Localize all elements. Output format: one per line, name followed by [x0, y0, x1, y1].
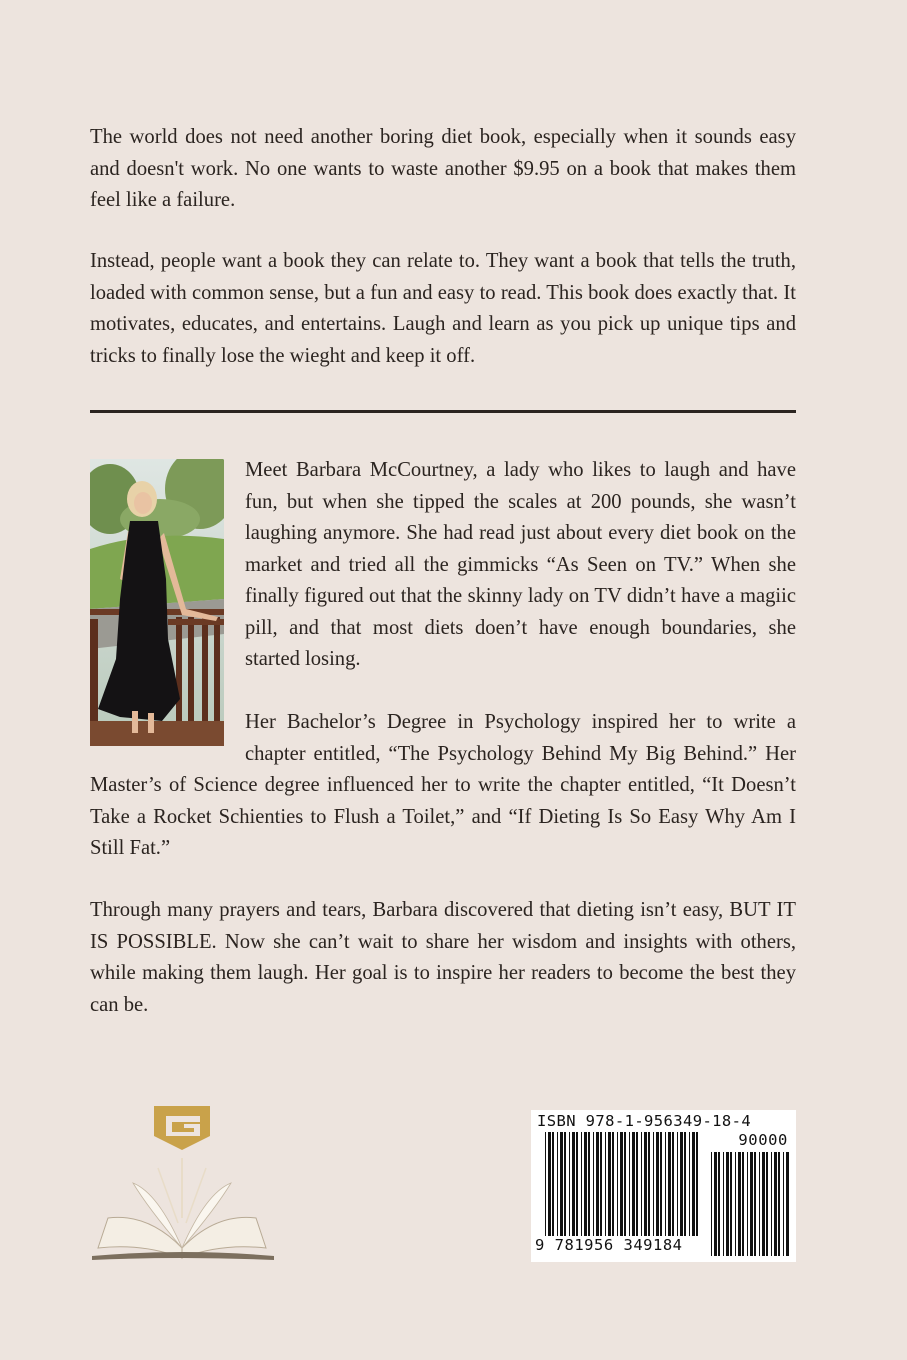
bio-paragraph-2: Her Bachelor’s Degree in Psychology inspired her to write a chapter entitled, “The Psychology Behind My Big Behind.” Her Master’s of Science degree influenced her to write the chapter entitled, “It Doesn’t Take a Rocket Schienties to Flush a Toilet,” and “If Dieting Is So Easy Why Am I Still Fat.” [90, 711, 796, 859]
intro-paragraph-2 [90, 246, 796, 372]
intro-paragraph-2-text: Instead, people want a book they can relate to. They want a book that tells the truth, loaded with common sense, but a fun and easy to read. This book does exactly that. It motivates, educates, and entertains. Laugh and learn as you pick up unique tips and tricks to finally lose the wieght and keep it off. [90, 250, 796, 367]
closing-paragraph [90, 895, 796, 1021]
intro-paragraph-1 [90, 122, 796, 217]
ean-digits: 9 781956 349184 [535, 1236, 683, 1254]
author-bio [90, 455, 796, 896]
section-divider [90, 410, 796, 413]
publisher-logo-icon [88, 1098, 278, 1268]
closing-paragraph-text: Through many prayers and tears, Barbara discovered that dieting isn’t easy, BUT IT IS POSSIBLE. Now she can’t wait to share her wisdom and insights with others, while making them laugh. Her goal is to inspire her readers to become the best they can be. [90, 899, 796, 1016]
isbn-barcode [531, 1110, 796, 1262]
intro-paragraph-1-text: The world does not need another boring diet book, especially when it sounds easy and doesn't work. No one wants to waste another $9.95 on a book that makes them feel like a failure. [90, 126, 796, 211]
isbn-label: ISBN 978-1-956349-18-4 [537, 1112, 752, 1130]
photo-text-wrap-spacer [90, 455, 245, 755]
bio-paragraph-1: Meet Barbara McCourtney, a lady who likes to laugh and have fun, but when she tipped the scales at 200 pounds, she wasn’t laughing anymore. She had read just about every diet book on the market and tried all the gimmicks “As Seen on TV.” When she finally figured out that the skinny lady on TV didn’t have a magiic pill, and that most diets doen’t have enough boundaries, she started losing. [245, 459, 796, 670]
price-addon-code: 90000 [738, 1131, 788, 1149]
